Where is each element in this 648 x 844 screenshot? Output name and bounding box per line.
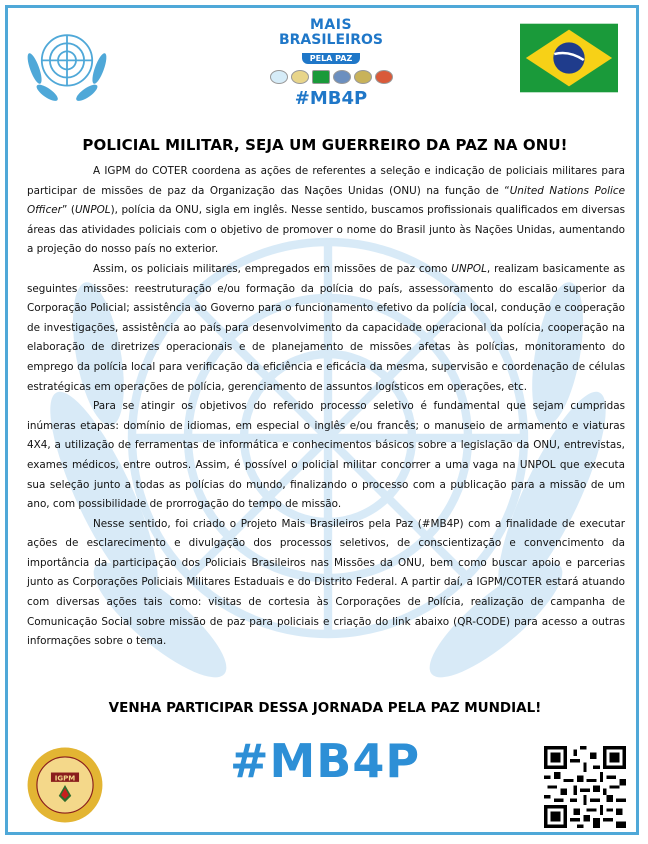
paragraph-1 bbox=[27, 162, 625, 260]
seal-label: IGPM bbox=[54, 773, 76, 783]
p1-italic-role: United Nations Police Officer bbox=[27, 184, 625, 217]
body-text bbox=[27, 162, 625, 652]
p1-text-e: ), polícia da ONU, sigla em inglês. Nesse sentido, buscamos profissionais qualificados em diversas áreas das atividades policiais com o objetivo de promover o nome do Brasil junto às Nações Unidas, aumentando a projeção do nosso país no exterior. bbox=[27, 204, 625, 256]
closing-call-to-action: VENHA PARTICIPAR DESSA JORNADA PELA PAZ MUNDIAL! bbox=[108, 700, 542, 716]
army-badge-icon bbox=[291, 70, 309, 84]
corps-badge-icon bbox=[354, 70, 372, 84]
logo-line-pela-paz: PELA PAZ bbox=[302, 53, 361, 64]
police-badge-icon bbox=[333, 70, 351, 84]
p2-italic-unpol: UNPOL bbox=[451, 262, 487, 275]
igpm-seal-icon bbox=[26, 746, 104, 824]
p1-text-c: ” ( bbox=[61, 204, 75, 217]
badge-row bbox=[266, 70, 396, 84]
logo-line-mais: MAIS bbox=[309, 17, 353, 33]
poster-frame bbox=[5, 5, 639, 835]
mb4p-logo bbox=[266, 18, 396, 128]
paragraph-2 bbox=[27, 260, 625, 397]
p1-italic-unpol: UNPOL bbox=[74, 204, 111, 217]
igpm-badge-icon bbox=[375, 70, 393, 84]
p2-text-a: Assim, os policiais militares, empregados em missões de paz como bbox=[93, 262, 452, 275]
logo-line-brasileiros: BRASILEIROS bbox=[278, 32, 384, 48]
logo-hashtag: #MB4P bbox=[294, 88, 368, 109]
paragraph-3: Para se atingir os objetivos do referido processo seletivo é fundamental que sejam cumpridas inúmeras etapas: domínio de idiomas, em especial o inglês e/ou francês; o manuseio de armamento e viaturas 4X4, a utilização de ferramentas de informática e conhecimentos básicos sobre a legislação da ONU, entrevistas, exames médicos, entre outros. Assim, é possível o policial militar concorrer a uma vaga na UNPOL que executa sua seleção junto a todas as polícias do mundo, finalizando o processo com a publicação para a missão de um ano, com possibilidade de prorrogação do tempo de missão. bbox=[27, 400, 625, 511]
page-title: POLICIAL MILITAR, SEJA UM GUERREIRO DA PAZ NA ONU! bbox=[82, 136, 568, 154]
paragraph-4: Nesse sentido, foi criado o Projeto Mais Brasileiros pela Paz (#MB4P) com a finalidade de executar ações de esclarecimento e divulgação dos processos seletivos, de conscientização e convencimento da importância da participação dos Policiais Brasileiros nas Missões da ONU, bem como buscar apoio e parcerias junto as Corporações Policiais Militares Estaduais e do Distrito Federal. A partir daí, a IGPM/COTER estará atuando com diversas ações tais como: visitas de cortesia às Corporações de Polícia, realização de campanha de Comunicação Social sobre missão de paz para policiais e criação do link abaixo (QR-CODE) para acesso a outras informações sobre o tema. bbox=[27, 517, 625, 648]
p1-text-a: A IGPM do COTER coordena as ações de referentes a seleção e indicação de policiais militares para participar de missões de paz da Organização das Nações Unidas (ONU) na função de “ bbox=[27, 165, 625, 197]
un-badge-icon bbox=[270, 70, 288, 84]
brazil-flag-icon bbox=[520, 22, 618, 94]
footer-hashtag: #MB4P bbox=[229, 734, 421, 788]
un-emblem-icon bbox=[22, 16, 112, 112]
flag-badge-icon bbox=[312, 70, 330, 84]
qr-code-icon[interactable] bbox=[544, 746, 626, 828]
p2-text-c: , realizam basicamente as seguintes missões: reestruturação e/ou formação da polícia do país, assessoramento do escalão superior da Corporação Policial; assistência ao Governo para o funcionamento efetivo da polícia local, condução e cooperação de investigações, assistência ao país para desenvolvimento da capacidade operacional da polícia, cooperação na elaboração de diretrizes operacionais e de planejamento de missões afetas às polícias, monitoramento do emprego da polícia local para verificação da eficiência e eficácia da mesma, supervisão e coordenação de células estratégicas em operações de polícia, gerenciamento de assuntos logísticos em operações, etc. bbox=[27, 262, 625, 393]
